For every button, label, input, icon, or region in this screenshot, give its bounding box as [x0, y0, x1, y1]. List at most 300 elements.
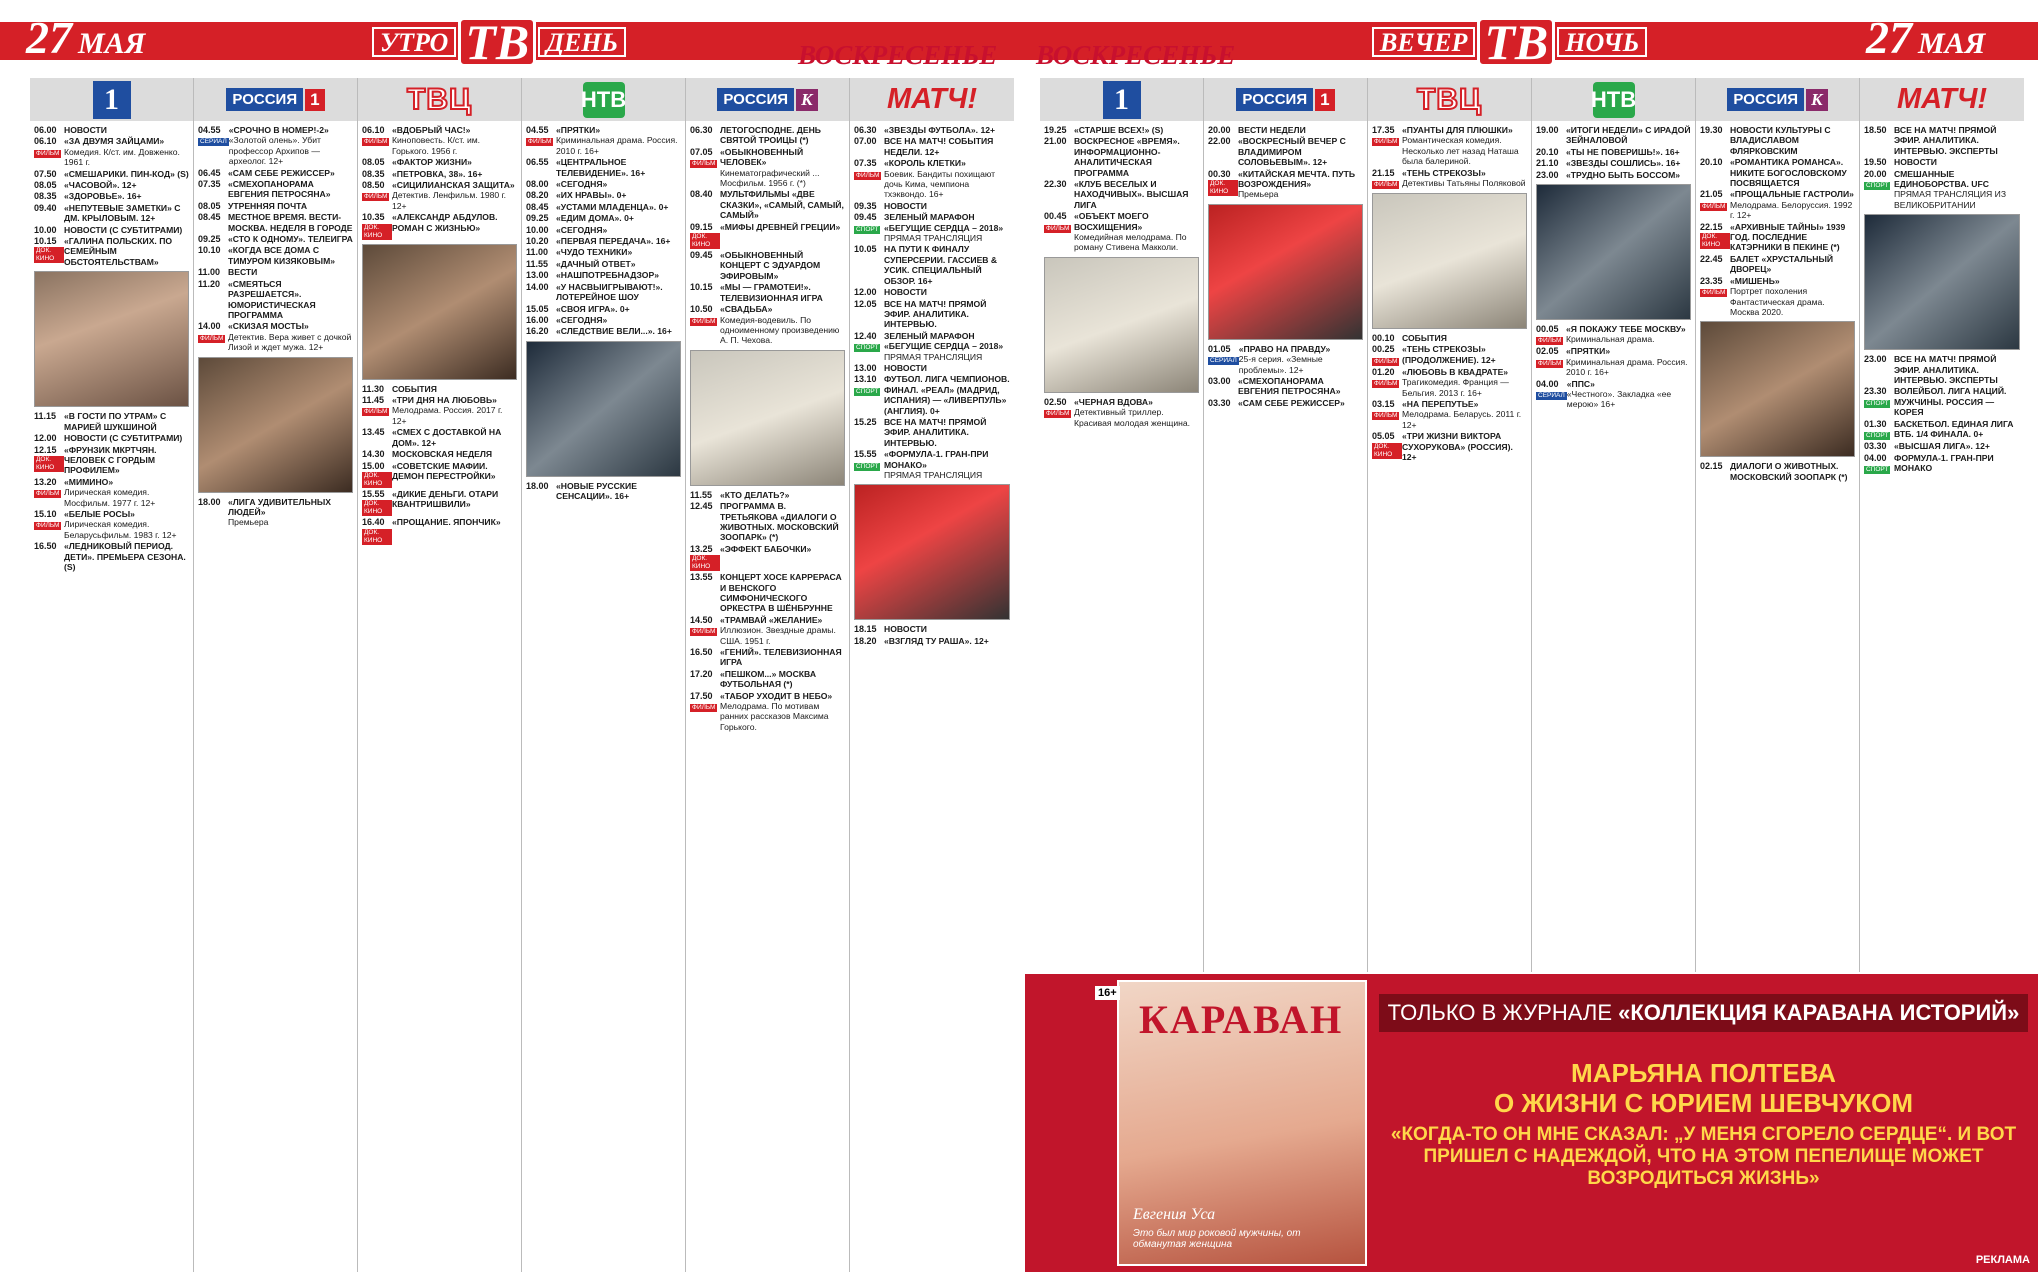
rossiya-k: К	[796, 89, 818, 111]
program-row	[34, 203, 189, 224]
program-name: «ЦЕНТРАЛЬНОЕ ТЕЛЕВИДЕНИЕ». 16+	[556, 157, 646, 178]
program-title	[392, 449, 517, 459]
program-time: 06.00	[34, 125, 57, 135]
program-title	[1566, 324, 1691, 345]
program-list	[1696, 123, 1859, 482]
ad-headline-line2: О ЖИЗНИ С ЮРИЕМ ШЕВЧУКОМ	[1493, 1088, 1914, 1118]
program-name: «ЕДИМ ДОМА». 0+	[556, 213, 634, 224]
rossiya1-logo	[194, 78, 357, 123]
program-title	[64, 136, 189, 167]
program-description: ПРЯМАЯ ТРАНСЛЯЦИЯ	[884, 233, 983, 244]
program-title	[1567, 379, 1691, 410]
program-name: «ПРОЩАНИЕ. ЯПОНЧИК»	[392, 517, 501, 528]
program-name: НОВОСТИ	[884, 362, 927, 373]
program-title	[884, 449, 1010, 480]
program-time: 11.55	[526, 258, 549, 269]
program-name: «СТО К ОДНОМУ». ТЕЛЕИГРА	[228, 234, 353, 245]
program-time: 23.35	[1700, 275, 1723, 286]
program-tag: СПОРТ	[856, 462, 879, 470]
program-title	[720, 544, 845, 571]
ad-headline	[1379, 1058, 2028, 1118]
program-title	[720, 490, 845, 500]
program-name: «СОВЕТСКИЕ МАФИИ. ДЕМОН ПЕРЕСТРОЙКИ»	[392, 460, 496, 481]
magazine-advert[interactable]	[1025, 974, 2038, 1272]
program-time: 12.40	[854, 330, 877, 341]
program-title	[556, 326, 681, 336]
program-description: Детективный триллер. Красивая молодая женщина.	[1074, 407, 1191, 428]
program-row	[34, 445, 189, 476]
program-description: Детектив. Ленфильм. 1980 г. 12+	[392, 190, 507, 211]
program-name: «ГАЛИНА ПОЛЬСКИХ. ПО СЕМЕЙНЫМ ОБСТОЯТЕЛЬСТВАМ»	[64, 236, 173, 267]
program-row	[198, 245, 353, 266]
program-tag: СПОРТ	[1866, 432, 1889, 440]
program-row	[34, 180, 189, 190]
program-time: 15.05	[526, 303, 549, 314]
program-title	[720, 501, 845, 543]
program-title	[1074, 125, 1199, 135]
program-time: 10.35	[362, 212, 385, 223]
program-tag: ДОК. КИНО	[362, 500, 392, 516]
program-row	[34, 509, 189, 540]
program-name: НОВОСТИ (С СУБТИТРАМИ)	[64, 433, 183, 444]
ad-banner-title: «КОЛЛЕКЦИЯ КАРАВАНА ИСТОРИЙ»	[1618, 1000, 2020, 1025]
match-word: МАТЧ!	[886, 83, 978, 115]
program-name: «СИЦИЛИАНСКАЯ ЗАЩИТА»	[392, 180, 515, 191]
program-time: 11.30	[362, 383, 385, 394]
program-time: 11.15	[34, 411, 57, 422]
program-name: «АРХИВНЫЕ ТАЙНЫ» 1939 ГОД. ПОСЛЕДНИЕ КАТЭРНИКИ В ПЕКИНЕ (*)	[1730, 221, 1846, 253]
program-time: 22.45	[1700, 253, 1723, 264]
program-row	[198, 267, 353, 277]
program-name: «ПЕШКОМ...» МОСКВА ФУТБОЛЬНАЯ (*)	[720, 668, 817, 690]
program-title	[1238, 125, 1363, 135]
program-row	[1372, 431, 1527, 462]
program-time: 13.55	[690, 572, 713, 583]
program-title	[64, 191, 189, 201]
program-title	[720, 647, 845, 668]
program-tag: ФИЛЬМ	[1046, 410, 1070, 418]
program-title	[720, 222, 845, 249]
rossiya-num: 1	[1315, 89, 1334, 111]
program-time: 00.30	[1208, 168, 1231, 179]
program-title	[228, 179, 353, 200]
program-row	[198, 212, 353, 233]
program-name: «СВАДЬБА»	[720, 304, 773, 315]
program-description: Мелодрама. Беларусь. 2011 г. 12+	[1402, 409, 1522, 430]
date-left	[26, 12, 146, 63]
program-title	[228, 212, 353, 233]
program-photo	[690, 350, 845, 486]
program-name: «ТРУДНО БЫТЬ БОССОМ»	[1566, 169, 1681, 180]
time-badge-left	[372, 14, 626, 70]
program-row	[854, 212, 1010, 243]
program-title	[1730, 222, 1855, 253]
program-title	[720, 189, 845, 220]
program-title	[64, 477, 189, 508]
program-row	[1864, 354, 2020, 385]
program-row	[526, 259, 681, 269]
program-row	[690, 501, 845, 543]
program-title	[1239, 344, 1363, 375]
program-time: 02.05	[1536, 346, 1559, 357]
program-list	[686, 123, 849, 732]
program-row	[34, 236, 189, 267]
date-month: МАЯ	[1918, 27, 1986, 60]
program-title	[392, 157, 517, 167]
program-title	[556, 125, 681, 156]
program-time: 08.45	[198, 212, 221, 223]
program-row	[1372, 168, 1527, 189]
program-tag: ДОК. КИНО	[690, 233, 720, 249]
program-name: «САМ СЕБЕ РЕЖИССЕР»	[1238, 397, 1345, 408]
program-tag: ДОК. КИНО	[34, 456, 64, 472]
program-tag: ФИЛЬМ	[692, 317, 716, 325]
program-tag: СПОРТ	[856, 344, 879, 352]
program-tag: ФИЛЬМ	[692, 628, 716, 636]
program-name: «ТРАМВАЙ «ЖЕЛАНИЕ»	[720, 614, 823, 625]
program-title	[720, 615, 845, 646]
program-title	[228, 234, 353, 244]
program-title	[392, 489, 517, 516]
program-name: «ПРАВО НА ПРАВДУ»	[1238, 343, 1331, 354]
program-title	[1402, 333, 1527, 343]
program-title	[884, 136, 1010, 157]
program-tag: СЕРИАЛ	[1538, 392, 1565, 400]
ad-headline-line1: МАРЬЯНА ПОЛТЕВА	[1571, 1058, 1836, 1088]
program-title	[1730, 254, 1855, 275]
program-name: «РОМАНТИКА РОМАНСА». НИКИТЕ БОГОСЛОВСКОМУ ПОСВЯЩАЕТСЯ	[1730, 157, 1847, 189]
channel1-logo	[30, 78, 193, 123]
program-row	[690, 615, 845, 646]
program-time: 05.05	[1372, 431, 1395, 442]
program-name: НА ПУТИ К ФИНАЛУ СУПЕРСЕРИИ. ГАССИЕВ & УСИК. СПЕЦИАЛЬНЫЙ ОБЗОР. 16+	[884, 244, 998, 286]
program-title	[1074, 211, 1199, 253]
program-time: 03.00	[1208, 376, 1231, 387]
program-row	[526, 304, 681, 314]
program-name: «ЛИГА УДИВИТЕЛЬНЫХ ЛЮДЕЙ»	[228, 496, 332, 517]
program-title	[884, 299, 1010, 330]
program-time: 18.15	[854, 624, 877, 635]
program-row	[690, 691, 845, 733]
program-title	[556, 481, 681, 502]
program-time: 02.15	[1700, 461, 1723, 472]
program-name: «НЕПУТЕВЫЕ ЗАМЕТКИ» С ДМ. КРЫЛОВЫМ. 12+	[64, 202, 181, 224]
program-row	[690, 147, 845, 189]
program-title	[884, 244, 1010, 286]
program-photo	[854, 484, 1010, 620]
program-name: «Я ПОКАЖУ ТЕБЕ МОСКВУ»	[1566, 324, 1686, 335]
program-name: «ЧЕРНАЯ ВДОВА»	[1074, 396, 1153, 407]
program-title	[1894, 386, 2020, 417]
program-time: 00.25	[1372, 344, 1395, 355]
program-title	[720, 669, 845, 690]
program-row	[1536, 170, 1691, 180]
channel1-logo	[1040, 78, 1203, 123]
program-row	[198, 279, 353, 321]
program-title	[1238, 398, 1363, 408]
program-title	[720, 250, 845, 281]
program-title	[64, 411, 189, 432]
program-row	[362, 427, 517, 448]
program-title	[1074, 136, 1199, 178]
program-time: 16.40	[362, 517, 385, 528]
program-time: 13.25	[690, 543, 713, 554]
program-time: 00.45	[1044, 211, 1067, 222]
program-row	[854, 136, 1010, 157]
program-row	[854, 201, 1010, 211]
program-row	[34, 433, 189, 443]
program-name: «НАШПОТРЕБНАДЗОР»	[556, 270, 660, 281]
program-title	[228, 168, 353, 178]
program-row	[526, 157, 681, 178]
program-name: МЕСТНОЕ ВРЕМЯ. ВЕСТИ-МОСКВА. НЕДЕЛЯ В ГОРОДЕ	[228, 212, 353, 233]
program-row	[526, 326, 681, 336]
program-title	[64, 541, 189, 572]
program-time: 13.00	[854, 362, 877, 373]
program-description: Мелодрама. По мотивам ранних рассказов Максима Горького.	[720, 701, 829, 732]
program-name: «САМ СЕБЕ РЕЖИССЕР»	[228, 167, 335, 178]
program-name: «СКИЗАЯ МОСТЫ»	[228, 321, 309, 332]
program-title	[1238, 136, 1363, 167]
program-title	[1566, 125, 1691, 146]
column-tvc-day	[358, 78, 522, 1272]
rossiya-word: РОССИЯ	[1236, 88, 1313, 111]
program-row	[362, 169, 517, 179]
program-name: БАСКЕТБОЛ. ЕДИНАЯ ЛИГА ВТБ. 1/4 ФИНАЛА. 0+	[1894, 418, 2014, 440]
program-list	[1040, 123, 1203, 428]
program-title	[1894, 125, 2020, 156]
program-row	[362, 180, 517, 211]
program-name: «МИМИНО»	[64, 476, 114, 487]
program-name: ВЕСТИ НЕДЕЛИ	[1238, 125, 1306, 135]
program-title	[884, 636, 1010, 646]
program-row	[690, 304, 845, 346]
cover-title: КАРАВАН	[1139, 997, 1344, 1042]
program-row	[34, 541, 189, 572]
column-rossiyak-evening	[1696, 78, 1860, 972]
program-time: 21.05	[1700, 189, 1723, 200]
program-title	[1730, 157, 1855, 188]
program-title	[720, 691, 845, 733]
program-tag: ФИЛЬМ	[1374, 138, 1398, 146]
program-name: «МИШЕНЬ»	[1730, 275, 1780, 286]
program-description: ПРЯМАЯ ТРАНСЛЯЦИЯ	[884, 470, 983, 480]
program-row	[34, 169, 189, 179]
program-row	[1864, 157, 2020, 167]
program-name: НОВОСТИ	[1894, 157, 1937, 168]
program-name: «ЗА ДВУМЯ ЗАЙЦАМИ»	[64, 136, 165, 147]
program-time: 13.10	[854, 374, 877, 385]
program-name: НОВОСТИ	[884, 200, 927, 211]
program-tag: ДОК. КИНО	[690, 555, 720, 571]
program-time: 03.15	[1372, 399, 1395, 410]
program-tag: ФИЛЬМ	[1374, 357, 1398, 365]
program-name: «ПРЯТКИ»	[1566, 346, 1611, 357]
program-name: «ЭФФЕКТ БАБОЧКИ»	[720, 543, 812, 554]
tvc-word: ТВЦ	[1417, 82, 1482, 116]
program-description: Комедийная мелодрама. По роману Стивена Макколи.	[1074, 232, 1187, 253]
program-tag: ДОК. КИНО	[362, 529, 392, 545]
column-ntv-evening	[1532, 78, 1696, 972]
program-time: 12.05	[854, 298, 877, 309]
program-row	[526, 225, 681, 235]
program-name: НОВОСТИ (С СУБТИТРАМИ)	[64, 224, 183, 235]
program-title	[228, 267, 353, 277]
program-title	[720, 572, 845, 614]
program-title	[1566, 158, 1691, 168]
program-row	[526, 270, 681, 280]
program-title	[1074, 397, 1199, 428]
program-row	[362, 461, 517, 488]
program-title	[392, 427, 517, 448]
program-time: 07.35	[198, 179, 221, 190]
program-photo	[1044, 257, 1199, 393]
program-row	[854, 158, 1010, 200]
program-tag: ДОК. КИНО	[362, 472, 392, 488]
program-time: 23.30	[1864, 386, 1887, 397]
program-name: ФОРМУЛА-1. ГРАН-ПРИ МОНАКО	[1894, 452, 1994, 473]
program-row	[1700, 254, 1855, 275]
match-logo	[1860, 78, 2024, 123]
program-row	[1536, 125, 1691, 146]
badge-tv: ТВ	[1477, 17, 1555, 67]
program-time: 21.15	[1372, 167, 1395, 178]
program-photo	[1864, 214, 2020, 350]
program-title	[1402, 399, 1527, 430]
program-description: Кинематографический ... Мосфильм. 1956 г. (*)	[720, 167, 820, 189]
program-tag: ДОК. КИНО	[34, 247, 64, 263]
program-name: «МИФЫ ДРЕВНЕЙ ГРЕЦИИ»	[720, 221, 841, 232]
program-name: ВСЕ НА МАТЧ! ПРЯМОЙ ЭФИР. АНАЛИТИКА. ИНТЕРВЬЮ.	[884, 298, 987, 330]
program-row	[362, 157, 517, 167]
program-list	[358, 123, 521, 545]
program-row	[1536, 158, 1691, 168]
program-time: 00.10	[1372, 333, 1395, 344]
program-row	[1864, 169, 2020, 211]
program-list	[1204, 123, 1367, 408]
program-name: «СЛЕДСТВИЕ ВЕЛИ...». 16+	[556, 326, 672, 337]
program-row	[854, 287, 1010, 297]
program-row	[362, 125, 517, 156]
program-name: «ДАЧНЫЙ ОТВЕТ»	[556, 258, 636, 269]
program-name: «ВЗГЛЯД ТУ РАША». 12+	[884, 635, 989, 646]
program-name: БАЛЕТ «ХРУСТАЛЬНЫЙ ДВОРЕЦ»	[1730, 253, 1834, 275]
program-row	[198, 179, 353, 200]
rossiya1-logo	[1204, 78, 1367, 123]
program-title	[64, 180, 189, 190]
program-time: 18.00	[198, 496, 221, 507]
program-name: «СЕГОДНЯ»	[556, 314, 608, 325]
program-time: 01.05	[1208, 343, 1231, 354]
program-time: 14.30	[362, 449, 385, 460]
program-tag: СПОРТ	[1866, 465, 1889, 473]
program-title	[720, 147, 845, 189]
program-time: 16.50	[34, 541, 57, 552]
program-row	[198, 321, 353, 352]
program-time: 23.00	[1536, 169, 1559, 180]
program-name: ВСЕ НА МАТЧ! СОБЫТИЯ НЕДЕЛИ. 12+	[884, 136, 994, 157]
program-time: 22.30	[1044, 179, 1067, 190]
program-name: «ПРОЩАЛЬНЫЕ ГАСТРОЛИ»	[1730, 189, 1854, 200]
program-row	[526, 481, 681, 502]
program-time: 10.05	[854, 244, 877, 255]
program-name: НОВОСТИ	[64, 125, 107, 135]
program-time: 18.00	[526, 480, 549, 491]
program-row	[362, 212, 517, 239]
program-name: «ЛЕДНИКОВЫЙ ПЕРИОД. ДЕТИ». ПРЕМЬЕРА СЕЗОНА. (S)	[64, 541, 186, 572]
program-time: 08.35	[362, 168, 385, 179]
program-title	[392, 461, 517, 488]
program-tag: ФИЛЬМ	[1702, 289, 1726, 297]
program-tag: ДОК. КИНО	[1700, 233, 1730, 249]
program-row	[690, 125, 845, 146]
program-name: УТРЕННЯЯ ПОЧТА	[228, 200, 308, 211]
cover-name: Евгения Уса	[1133, 1206, 1216, 1223]
program-row	[34, 125, 189, 135]
program-name: «ПУАНТЫ ДЛЯ ПЛЮШКИ»	[1402, 125, 1513, 135]
ad-banner	[1379, 994, 2028, 1032]
cover-caption: Это был мир роковой мужчины, от обманутая женщина	[1133, 1228, 1301, 1250]
program-name: «СЕГОДНЯ»	[556, 179, 608, 190]
program-name: ДИАЛОГИ О ЖИВОТНЫХ. МОСКОВСКИЙ ЗООПАРК (*)	[1730, 461, 1848, 482]
program-time: 08.40	[690, 189, 713, 200]
rossiya-num: 1	[305, 89, 324, 111]
program-name: «ФАКТОР ЖИЗНИ»	[392, 157, 472, 168]
program-row	[526, 202, 681, 212]
program-time: 08.35	[34, 191, 57, 202]
program-time: 10.50	[690, 304, 713, 315]
program-description: Лирическая комедия. Мосфильм. 1977 г. 12+	[64, 487, 156, 508]
column-match-evening	[1860, 78, 2024, 972]
program-time: 19.50	[1864, 157, 1887, 168]
program-row	[526, 125, 681, 156]
program-name: «ЗДОРОВЬЕ». 16+	[64, 191, 142, 202]
column-tvc-evening	[1368, 78, 1532, 972]
program-title	[556, 236, 681, 246]
program-name: «УСТАМИ МЛАДЕНЦА». 0+	[556, 201, 669, 212]
program-row	[526, 282, 681, 303]
program-name: ВОСКРЕСНОЕ «ВРЕМЯ». ИНФОРМАЦИОННО-АНАЛИТИЧЕСКАЯ ПРОГРАММА	[1074, 136, 1180, 178]
program-time: 14.00	[526, 281, 549, 292]
program-list	[1860, 123, 2024, 474]
program-time: 20.00	[1864, 168, 1887, 179]
program-row	[1536, 324, 1691, 345]
program-time: 17.35	[1372, 125, 1395, 135]
program-row	[690, 282, 845, 303]
program-description: Детективы Татьяны Поляковой	[1402, 178, 1526, 189]
program-description: Портрет похоления Фантастическая драма. Москва 2020.	[1730, 286, 1825, 317]
column-channel1-day	[30, 78, 194, 1272]
program-time: 19.30	[1700, 125, 1723, 135]
program-name: «ТРИ ДНЯ НА ЛЮБОВЬ»	[392, 395, 497, 406]
program-title	[1402, 344, 1527, 365]
program-tag: ФИЛЬМ	[364, 193, 388, 201]
left-page	[30, 78, 1010, 1272]
program-time: 17.20	[690, 668, 713, 679]
program-time: 12.00	[34, 433, 57, 444]
program-time: 09.25	[526, 213, 549, 224]
program-title	[392, 169, 517, 179]
program-row	[1536, 147, 1691, 157]
program-row	[854, 449, 1010, 480]
program-name: ВСЕ НА МАТЧ! ПРЯМОЙ ЭФИР. АНАЛИТИКА. ИНТЕРВЬЮ.	[884, 416, 987, 448]
program-title	[229, 125, 353, 167]
program-time: 00.05	[1536, 324, 1559, 335]
badge-tv: ТВ	[458, 17, 536, 67]
program-title	[228, 245, 353, 266]
program-time: 09.40	[34, 202, 57, 213]
rossiya-word: РОССИЯ	[226, 88, 303, 111]
